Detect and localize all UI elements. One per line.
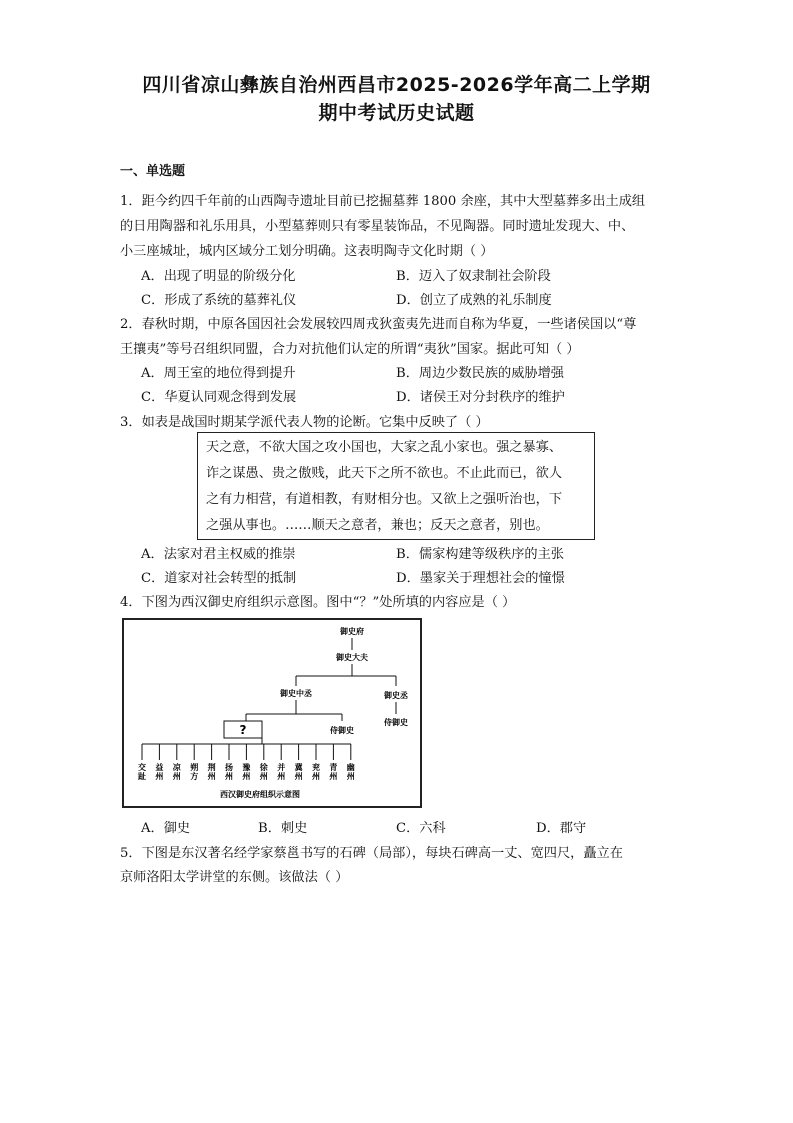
node-yushi-zhongcheng: 御史中丞	[280, 688, 312, 698]
q4-option-d: D．郡守	[536, 821, 587, 836]
q3-option-b: B．儒家构建等级秩序的主张	[396, 547, 564, 562]
q1-stem-line-3: 小三座城址，城内区域分工划分明确。这表明陶寺文化时期（ ）	[120, 244, 494, 259]
exam-title-line-2: 期中考试历史试题	[318, 102, 475, 124]
q3-quote-line-2: 诈之谋愚、贵之傲贱，此天下之所不欲也。不止此而已，欲人	[206, 466, 563, 481]
node-shiyushi-right: 侍御史	[384, 717, 408, 727]
q4-option-c: C．六科	[396, 821, 446, 836]
province-label: 扬州	[225, 762, 233, 781]
node-yushi-cheng: 御史丞	[384, 690, 408, 700]
q3-quote-line-3: 之有力相营，有道相教，有财相分也。又欲上之强听治也，下	[206, 492, 563, 507]
node-unknown: ?	[239, 723, 247, 737]
q3-quote-box	[197, 432, 595, 540]
province-label: 冀州	[294, 762, 303, 781]
q2-option-d: D．诸侯王对分封秩序的维护	[396, 390, 565, 405]
node-yushifu: 御史府	[340, 626, 364, 636]
diagram-caption: 西汉御史府组织示意图	[220, 790, 300, 799]
q2-option-c: C．华夏认同观念得到发展	[141, 390, 297, 405]
q5-stem-line-2: 京师洛阳太学讲堂的东侧。该做法（ ）	[120, 870, 349, 885]
province-label: 兖州	[312, 762, 320, 781]
q2-stem-line-2: 王攘夷”等号召组织同盟，合力对抗他们认定的所谓“夷狄”国家。据此可知（ ）	[120, 342, 580, 357]
node-yushi-dafu: 御史大夫	[336, 652, 368, 662]
q3-option-a: A．法家对君主权威的推崇	[141, 547, 296, 562]
exam-title-line-1: 四川省凉山彝族自治州西昌市2025-2026学年高二上学期	[142, 74, 651, 96]
q4-option-a: A．御史	[141, 821, 191, 836]
q2-option-a: A．周王室的地位得到提升	[141, 366, 296, 381]
province-label: 凉州	[172, 762, 181, 781]
province-label: 豫州	[242, 762, 251, 781]
q2-option-b: B．周边少数民族的威胁增强	[396, 366, 564, 381]
q3-option-d: D．墨家关于理想社会的憧憬	[396, 571, 565, 586]
province-label: 并州	[277, 762, 286, 781]
province-label: 青州	[329, 762, 338, 781]
q1-option-d: D．创立了成熟的礼乐制度	[396, 293, 552, 308]
q5-stem-line-1: 5．下图是东汉著名经学家蔡邕书写的石碑（局部），每块石碑高一丈、宽四尺，矗立在	[120, 846, 623, 861]
q3-quote-line-4: 之强从事也。……顺天之意者，兼也；反天之意者，别也。	[206, 518, 549, 533]
q3-quote-line-1: 天之意，不欲大国之攻小国也，大家之乱小家也。强之暴寡、	[206, 440, 563, 455]
q4-option-b: B．刺史	[258, 821, 308, 836]
q4-stem: 4．下图为西汉御史府组织示意图。图中“？”处所填的内容应是（ ）	[120, 595, 516, 610]
q1-option-b: B．迈入了奴隶制社会阶段	[396, 269, 551, 284]
yushifu-org-chart	[122, 618, 422, 808]
org-chart-svg	[124, 620, 420, 806]
q1-stem-line-2: 的日用陶器和礼乐用具，小型墓葬则只有零星装饰品，不见陶器。同时遗址发现大、中、	[120, 219, 635, 234]
q1-option-c: C．形成了系统的墓葬礼仪	[141, 293, 297, 308]
province-group	[137, 744, 355, 781]
province-label: 幽州	[346, 762, 355, 781]
q3-option-c: C．道家对社会转型的抵制	[141, 571, 297, 586]
province-label: 交趾	[138, 762, 146, 781]
section-heading: 一、单选题	[120, 164, 186, 179]
province-label: 荆州	[207, 762, 216, 781]
province-label: 徐州	[259, 762, 268, 781]
node-shiyushi-mid: 侍御史	[330, 725, 354, 735]
q2-stem-line-1: 2．春秋时期，中原各国因社会发展较四周戎狄蛮夷先进而自称为华夏，一些诸侯国以“尊	[120, 317, 637, 332]
province-label: 朔方	[190, 762, 199, 781]
q3-stem: 3．如表是战国时期某学派代表人物的论断。它集中反映了（ ）	[120, 415, 489, 430]
province-label: 益州	[155, 762, 164, 781]
q1-stem-line-1: 1．距今约四千年前的山西陶寺遗址目前已挖掘墓葬 1800 余座，其中大型墓葬多出土成组	[120, 194, 646, 209]
q1-option-a: A．出现了明显的阶级分化	[141, 269, 296, 284]
